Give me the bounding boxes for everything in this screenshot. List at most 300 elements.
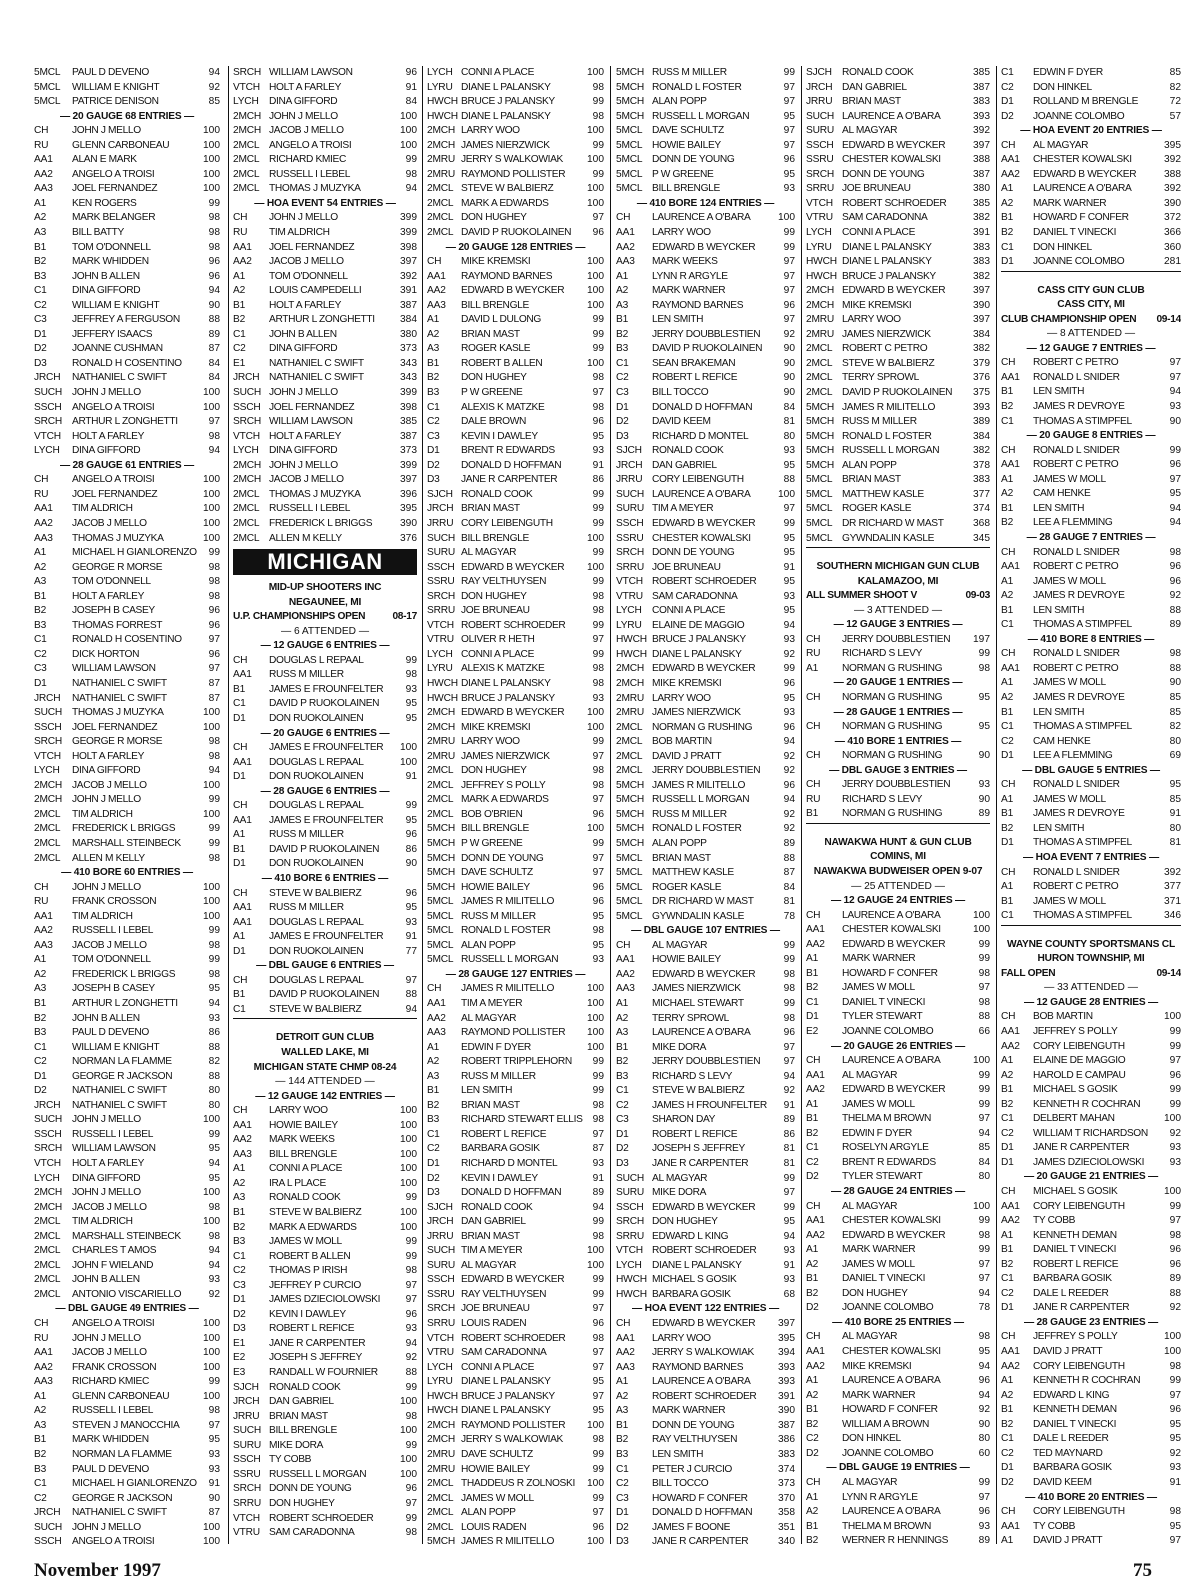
- class-code: VTCH: [34, 430, 61, 442]
- class-code: 2MCL: [427, 794, 454, 806]
- result-row: [34, 401, 220, 416]
- score: 100: [203, 881, 220, 893]
- result-row: [34, 430, 220, 445]
- result-row: [233, 697, 417, 712]
- class-code: D3: [616, 1536, 629, 1548]
- class-code: JRRU: [616, 474, 643, 486]
- class-code: SRCH: [427, 1303, 456, 1315]
- score: 97: [592, 1361, 604, 1373]
- score: 91: [405, 81, 417, 93]
- shoot-name: CLUB CHAMPIONSHIP OPEN: [1001, 313, 1137, 325]
- score: 92: [405, 1352, 417, 1364]
- class-code: C2: [1001, 81, 1014, 93]
- score: 95: [783, 110, 795, 122]
- shooter-name: PETER J CURCIO: [652, 1463, 733, 1475]
- class-code: VTCH: [233, 81, 260, 93]
- shooter-name: HOWIE BAILEY: [652, 139, 721, 151]
- class-code: CH: [1001, 648, 1016, 660]
- result-row: [34, 1244, 220, 1259]
- class-code: AA2: [34, 517, 53, 529]
- score: 93: [405, 916, 417, 928]
- score: 99: [208, 925, 220, 937]
- result-row: [1001, 880, 1181, 895]
- shooter-name: BARBARA GOSIK: [461, 1143, 540, 1155]
- result-row: [806, 1243, 990, 1258]
- result-row: [233, 1381, 417, 1396]
- score: 100: [587, 1012, 604, 1024]
- result-row: [1001, 1098, 1181, 1113]
- score: 91: [592, 459, 604, 471]
- score: 96: [1169, 561, 1181, 573]
- score: 96: [592, 1521, 604, 1533]
- shooter-name: LAURENCE A O'BARA: [842, 1375, 941, 1387]
- score: 95: [405, 814, 417, 826]
- result-row: [1001, 139, 1181, 154]
- result-row: [616, 532, 795, 547]
- score: 346: [1164, 910, 1181, 922]
- shooter-name: RICHARD STEWART ELLIS: [461, 1114, 583, 1126]
- result-row: [427, 1215, 604, 1230]
- score: 98: [592, 1434, 604, 1446]
- result-row: [233, 1177, 417, 1192]
- result-row: [427, 1128, 604, 1143]
- shooter-name: CORY LEIBENGUTH: [652, 474, 744, 486]
- score: 100: [400, 1134, 417, 1146]
- result-row: [34, 706, 220, 721]
- class-code: 2MCL: [806, 372, 833, 384]
- class-code: VTCH: [34, 1158, 61, 1170]
- shooter-name: ALLEN M KELLY: [269, 532, 342, 544]
- score: 84: [783, 401, 795, 413]
- result-row: [34, 924, 220, 939]
- result-row: [1001, 1476, 1181, 1491]
- result-row: [1001, 1200, 1181, 1215]
- score: 94: [208, 445, 220, 457]
- result-row: [233, 459, 417, 474]
- score: 378: [973, 459, 990, 471]
- class-code: C2: [233, 343, 246, 355]
- class-code: B1: [1001, 706, 1014, 718]
- class-code: AA1: [616, 954, 635, 966]
- score: 95: [783, 576, 795, 588]
- shooter-name: RONALD H COSENTINO: [72, 634, 182, 646]
- score: 96: [592, 416, 604, 428]
- result-row: [1001, 1287, 1181, 1302]
- class-code: SSCH: [233, 1454, 261, 1466]
- shooter-name: DON HINKEL: [842, 1433, 901, 1445]
- class-code: 2MCL: [806, 357, 833, 369]
- shooter-name: JACOB J MELLO: [269, 125, 344, 137]
- result-row: [427, 619, 604, 634]
- shooter-name: LYNN R ARGYLE: [652, 270, 728, 282]
- shooter-name: NATHANIEL C SWIFT: [269, 357, 364, 369]
- shooter-name: NATHANIEL C SWIFT: [72, 1085, 167, 1097]
- score: 96: [208, 256, 220, 268]
- result-row: [427, 982, 604, 997]
- result-row: [1001, 153, 1181, 168]
- result-row: [806, 153, 990, 168]
- result-row: [806, 386, 990, 401]
- score: 100: [587, 357, 604, 369]
- result-row: [233, 1395, 417, 1410]
- result-row: [806, 1025, 990, 1040]
- shooter-name: DAN GABRIEL: [842, 81, 907, 93]
- shooter-name: DONALD D HOFFMAN: [461, 1187, 562, 1199]
- score: 99: [592, 619, 604, 631]
- result-row: [806, 1272, 990, 1287]
- result-row: [34, 211, 220, 226]
- class-code: C1: [233, 328, 246, 340]
- score: 93: [783, 445, 795, 457]
- shooter-name: ROBERT SCHROEDER: [652, 576, 757, 588]
- shooter-name: P W GREENE: [461, 387, 523, 399]
- class-code: JRCH: [427, 503, 454, 515]
- shooter-name: ROBERT C PETRO: [842, 343, 928, 355]
- class-code: VTRU: [616, 590, 643, 602]
- result-row: [427, 124, 604, 139]
- result-row: [34, 153, 220, 168]
- class-code: 2MCL: [427, 197, 454, 209]
- shooter-name: WILLIAM A BROWN: [842, 1418, 930, 1430]
- score: 100: [587, 707, 604, 719]
- shooter-name: LEN SMITH: [652, 1448, 704, 1460]
- score: 98: [208, 241, 220, 253]
- score: 99: [592, 1448, 604, 1460]
- shooter-name: EDWARD B WEYCKER: [652, 1318, 756, 1330]
- result-row: [427, 1492, 604, 1507]
- class-code: 5MCL: [427, 910, 454, 922]
- shooter-name: DANIEL T VINECKI: [1033, 1418, 1117, 1430]
- class-code: 2MRU: [427, 1463, 456, 1475]
- class-code: AA3: [34, 939, 53, 951]
- class-code: HWCH: [806, 270, 837, 282]
- score: 98: [405, 669, 417, 681]
- results-column-1: [34, 66, 220, 1550]
- score: 374: [778, 1463, 795, 1475]
- result-row: [427, 211, 604, 226]
- shooter-name: LEN SMITH: [1033, 822, 1085, 834]
- class-code: JRCH: [233, 1396, 260, 1408]
- score: 94: [978, 1287, 990, 1299]
- shooter-name: THOMAS J MUZYKA: [72, 532, 164, 544]
- score: 99: [1169, 444, 1181, 456]
- class-code: HWCH: [616, 1288, 647, 1300]
- shooter-name: DAVID P RUOKOLAINEN: [652, 343, 763, 355]
- score: 97: [405, 1294, 417, 1306]
- shooter-name: JACOB J MELLO: [72, 517, 147, 529]
- score: 384: [400, 314, 417, 326]
- score: 385: [400, 416, 417, 428]
- result-row: [233, 1366, 417, 1381]
- shooter-name: RONALD COOK: [269, 1381, 341, 1393]
- result-row: [427, 1535, 604, 1550]
- score: 345: [973, 532, 990, 544]
- shooter-name: BILL TOCCO: [652, 1478, 709, 1490]
- score: 86: [208, 1027, 220, 1039]
- class-code: LYCH: [34, 1172, 60, 1184]
- shooter-name: JAMES R MILITELLO: [842, 401, 936, 413]
- score: 97: [405, 1279, 417, 1291]
- class-code: A2: [806, 1506, 819, 1518]
- shooter-name: LARRY WOO: [652, 692, 711, 704]
- class-code: A1: [1001, 881, 1014, 893]
- score: 393: [973, 110, 990, 122]
- score: 100: [778, 488, 795, 500]
- result-row: [616, 1230, 795, 1245]
- result-row: [233, 517, 417, 532]
- result-row: [1001, 1432, 1181, 1447]
- result-row: [616, 793, 795, 808]
- class-code: B1: [806, 967, 819, 979]
- result-row: [34, 590, 220, 605]
- shooter-name: LAURENCE A O'BARA: [652, 1027, 751, 1039]
- result-row: [806, 1330, 990, 1345]
- result-row: [427, 517, 604, 532]
- score: 92: [783, 823, 795, 835]
- shooter-name: RONALD L SNIDER: [1033, 648, 1120, 660]
- result-row: [427, 1244, 604, 1259]
- result-row: [1001, 226, 1181, 241]
- class-code: 2MCL: [233, 183, 260, 195]
- class-code: 5MCL: [616, 183, 643, 195]
- class-code: 2MCL: [427, 212, 454, 224]
- shooter-name: BILL BRENGLE: [269, 1148, 337, 1160]
- class-code: 5MCH: [616, 110, 645, 122]
- score: 100: [587, 197, 604, 209]
- class-code: A1: [616, 270, 629, 282]
- score: 99: [592, 168, 604, 180]
- score: 100: [400, 139, 417, 151]
- result-row: [806, 909, 990, 924]
- class-code: D1: [1001, 1156, 1014, 1168]
- result-row: [616, 866, 795, 881]
- result-row: [427, 575, 604, 590]
- class-code: CH: [806, 1055, 821, 1067]
- result-row: [233, 843, 417, 858]
- shooter-name: RONALD L SNIDER: [1033, 866, 1120, 878]
- score: 100: [400, 742, 417, 754]
- shooter-name: HOLT A FARLEY: [72, 750, 145, 762]
- score: 373: [778, 1478, 795, 1490]
- result-row: [233, 1453, 417, 1468]
- score: 90: [208, 1492, 220, 1504]
- shooter-name: DONN DE YOUNG: [461, 852, 544, 864]
- result-row: [427, 604, 604, 619]
- shooter-name: DOUGLAS L REPAAL: [269, 756, 364, 768]
- score: 100: [587, 721, 604, 733]
- result-row: [34, 939, 220, 954]
- class-code: D1: [806, 1011, 819, 1023]
- score: 95: [783, 459, 795, 471]
- result-row: [427, 939, 604, 954]
- score: 97: [1169, 1215, 1181, 1227]
- class-code: C1: [1001, 415, 1014, 427]
- shooter-name: BRIAN MAST: [461, 1099, 520, 1111]
- score: 100: [400, 756, 417, 768]
- shooter-name: JACOB J MELLO: [269, 256, 344, 268]
- shooter-name: JAMES E FROUNFELTER: [269, 683, 384, 695]
- shooter-name: MARSHALL STEINBECK: [72, 837, 181, 849]
- class-code: 5MCL: [427, 939, 454, 951]
- score: 95: [592, 430, 604, 442]
- score: 94: [208, 1245, 220, 1257]
- class-code: 5MCL: [616, 168, 643, 180]
- result-row: [806, 241, 990, 256]
- result-row: [233, 473, 417, 488]
- score: 99: [978, 1098, 990, 1110]
- class-code: JRRU: [427, 1230, 454, 1242]
- shooter-name: DONN DE YOUNG: [842, 168, 925, 180]
- score: 100: [400, 1425, 417, 1437]
- class-code: C1: [233, 1003, 246, 1015]
- class-code: D3: [616, 1158, 629, 1170]
- result-row: [34, 881, 220, 896]
- result-row: [806, 1389, 990, 1404]
- score: 397: [778, 1318, 795, 1330]
- shooter-name: ROBERT SCHROEDER: [269, 1512, 374, 1524]
- shooter-name: ROBERT C PETRO: [1033, 357, 1119, 369]
- shooter-name: DIANE L PALANSKY: [842, 256, 932, 268]
- result-row: [1001, 691, 1181, 706]
- result-row: [34, 255, 220, 270]
- result-row: [34, 895, 220, 910]
- result-row: [427, 1302, 604, 1317]
- shooter-name: JANE R CARPENTER: [652, 1158, 749, 1170]
- shooter-name: AL MAGYAR: [461, 1259, 517, 1271]
- shooter-name: JOSEPH S JEFFREY: [269, 1352, 362, 1364]
- class-code: JRRU: [427, 517, 454, 529]
- shooter-name: DIANE L PALANSKY: [842, 241, 932, 253]
- class-code: D3: [233, 1323, 246, 1335]
- shooter-name: CAM HENKE: [1033, 488, 1091, 500]
- shooter-name: TIM ALDRICH: [72, 910, 133, 922]
- score: 99: [405, 1236, 417, 1248]
- result-row: [34, 517, 220, 532]
- class-code: SUCH: [616, 488, 645, 500]
- result-row: [427, 1012, 604, 1027]
- class-code: 2MRU: [427, 750, 456, 762]
- score: 99: [592, 1085, 604, 1097]
- score: 93: [783, 634, 795, 646]
- shooter-name: RUSS M MILLER: [269, 669, 344, 681]
- result-row: [34, 1128, 220, 1143]
- class-code: A1: [427, 314, 440, 326]
- shooter-name: RUSSELL L MORGAN: [269, 1468, 367, 1480]
- shooter-name: RONALD L FOSTER: [461, 925, 551, 937]
- shooter-name: DOUGLAS L REPAAL: [269, 916, 364, 928]
- result-row: [1001, 778, 1181, 793]
- shooter-name: DAN GABRIEL: [652, 459, 717, 471]
- score: 376: [973, 372, 990, 384]
- result-row: [233, 1119, 417, 1134]
- score: 99: [783, 663, 795, 675]
- class-code: A2: [616, 1012, 629, 1024]
- class-code: C2: [1001, 1127, 1014, 1139]
- class-code: SUCH: [806, 110, 835, 122]
- class-code: 2MCH: [806, 285, 835, 297]
- shooter-name: KEVIN I DAWLEY: [269, 1308, 346, 1320]
- result-row: [806, 1374, 990, 1389]
- result-row: [34, 997, 220, 1012]
- shoot-date: 09-14: [1156, 313, 1181, 325]
- class-code: C1: [34, 634, 47, 646]
- result-row: [1001, 895, 1181, 910]
- result-row: [427, 66, 604, 81]
- score: 92: [783, 1085, 795, 1097]
- class-code: 2MCL: [427, 1478, 454, 1490]
- result-row: [1001, 1010, 1181, 1025]
- class-code: B1: [34, 998, 47, 1009]
- shooter-name: TIM A MEYER: [461, 998, 523, 1009]
- score: 98: [592, 663, 604, 675]
- score: 98: [208, 939, 220, 951]
- score: 98: [978, 1229, 990, 1241]
- class-code: AA2: [616, 1347, 635, 1359]
- shooter-name: SAM CARADONNA: [269, 1527, 355, 1539]
- score: 99: [783, 241, 795, 253]
- result-row: [1001, 560, 1181, 575]
- result-row: [233, 1162, 417, 1177]
- score: 81: [1169, 837, 1181, 849]
- shooter-name: DINA GIFFORD: [269, 445, 338, 457]
- shooter-name: JAMES NIERZWICK: [461, 139, 550, 151]
- shooter-name: MIKE DORA: [269, 1439, 324, 1451]
- shooter-name: JEFFREY S POLLY: [461, 779, 546, 791]
- result-row: [427, 822, 604, 837]
- shooter-name: DON HINKEL: [1033, 81, 1092, 93]
- shooter-name: CAM HENKE: [1033, 735, 1091, 747]
- class-code: B2: [616, 1056, 629, 1068]
- class-code: D1: [1001, 256, 1014, 268]
- class-code: C2: [1001, 1447, 1014, 1459]
- shooter-name: BRUCE J PALANSKY: [652, 634, 746, 646]
- shooter-name: CHESTER KOWALSKI: [842, 1346, 941, 1358]
- column-divider: [422, 66, 423, 1544]
- score: 395: [400, 503, 417, 515]
- score: 80: [208, 1099, 220, 1111]
- class-code: CH: [806, 633, 821, 645]
- result-row: [806, 488, 990, 503]
- shooter-name: DINA GIFFORD: [269, 96, 338, 108]
- class-code: D1: [1001, 96, 1014, 108]
- score: 99: [405, 1439, 417, 1451]
- result-row: [34, 1157, 220, 1172]
- result-row: [1001, 647, 1181, 662]
- shooter-name: LOUIS RADEN: [461, 1521, 527, 1533]
- score: 100: [203, 896, 220, 908]
- shooter-name: RUSS M MILLER: [461, 1070, 536, 1082]
- result-row: [806, 1301, 990, 1316]
- shooter-name: STEVE W BALBIERZ: [652, 1085, 745, 1097]
- shooter-name: BRIAN MAST: [842, 96, 901, 108]
- class-code: B2: [1001, 517, 1014, 529]
- shooter-name: NORMAN G RUSHING: [842, 808, 943, 820]
- section-gap: [233, 1021, 417, 1031]
- class-code: AA1: [616, 227, 635, 239]
- class-code: SSCH: [616, 1201, 644, 1213]
- class-code: HWCH: [616, 1274, 647, 1286]
- score: 95: [1169, 1418, 1181, 1430]
- class-code: A1: [1001, 1055, 1014, 1067]
- class-code: D1: [34, 1070, 47, 1082]
- score: 99: [592, 648, 604, 660]
- class-code: 2MCH: [427, 1434, 456, 1446]
- result-row: [427, 270, 604, 285]
- result-row: [34, 1273, 220, 1288]
- shooter-name: MARK WEEKS: [269, 1134, 335, 1146]
- class-code: D2: [1001, 110, 1014, 122]
- class-code: B3: [427, 1114, 440, 1126]
